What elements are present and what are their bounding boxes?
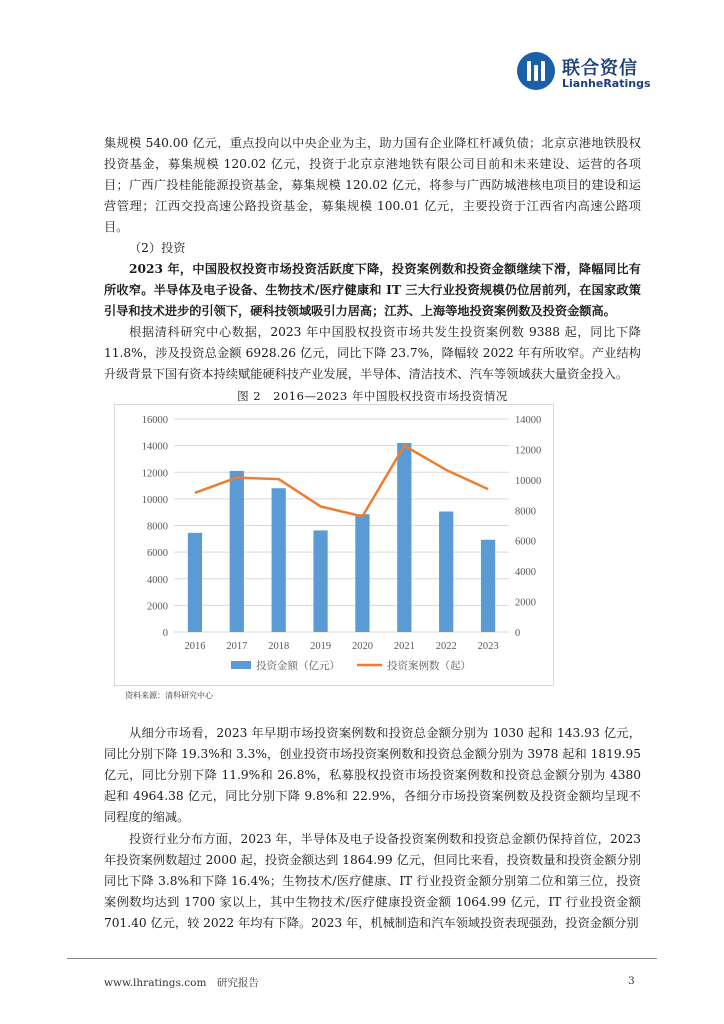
x-tick-label: 2020 bbox=[351, 641, 373, 652]
y-left-tick-label: 8000 bbox=[147, 521, 168, 533]
company-logo bbox=[517, 50, 657, 94]
y-left-tick-label: 2000 bbox=[147, 601, 168, 613]
bar-2017 bbox=[230, 471, 244, 632]
y-right-tick-label: 6000 bbox=[515, 536, 536, 548]
page-number: 3 bbox=[628, 975, 635, 987]
figure-title: 图 2 2016—2023 年中国股权投资市场投资情况 bbox=[237, 389, 508, 403]
figure-source: 资料来源：清科研究中心 bbox=[125, 691, 213, 700]
paragraph-fund-list: 集规模 540.00 亿元，重点投向以中央企业为主，助力国有企业降杠杆减负债；北京京港地铁股权投资基金，募集规模 120.02 亿元，投资于北京京港地铁有限公司目前和未来建设、运营的各项目；广西广投桂能能源投资基金，募集规模 120.02 亿元，将参与广西防城港核电项目的建设和运营管理；江西交投高速公路投资基金，募集规模 100.01 亿元，主要投资于江西省内高速公路项目。 bbox=[104, 136, 641, 235]
footer-site: www.lhratings.com 研究报告 bbox=[104, 977, 259, 989]
y-right-tick-label: 2000 bbox=[515, 597, 536, 609]
y-right-tick-label: 14000 bbox=[515, 415, 542, 426]
y-left-tick-label: 4000 bbox=[147, 574, 168, 586]
y-left-tick-label: 14000 bbox=[141, 441, 168, 453]
bar-2019 bbox=[313, 530, 327, 632]
x-tick-label: 2019 bbox=[310, 641, 332, 652]
y-left-tick-label: 0 bbox=[162, 628, 168, 639]
y-left-tick-label: 16000 bbox=[141, 415, 168, 426]
bar-2023 bbox=[481, 540, 495, 632]
x-tick-label: 2023 bbox=[477, 641, 499, 652]
logo-name-cn: 联合资信 bbox=[562, 58, 638, 79]
bar-2021 bbox=[397, 443, 411, 632]
x-tick-label: 2016 bbox=[184, 641, 206, 652]
legend-swatch-amount bbox=[231, 661, 251, 669]
y-left-tick-label: 10000 bbox=[141, 494, 168, 506]
paragraph-market-data: 根据清科研究中心数据，2023 年中国股权投资市场共发生投资案例数 9388 起，同比下降 11.8%，涉及投资总金额 6928.26 亿元，同比下降 23.7%，降幅较 2022 年有所收窄。产业结构升级背景下国有资本持续赋能硬科技产业发展，半导体、清洁技术、汽车等领域获大量资金投入。 bbox=[104, 325, 641, 382]
x-tick-label: 2021 bbox=[393, 641, 415, 652]
x-tick-label: 2017 bbox=[226, 641, 248, 652]
x-tick-label: 2022 bbox=[435, 641, 457, 652]
bar-2018 bbox=[272, 488, 286, 632]
y-right-tick-label: 12000 bbox=[515, 445, 542, 457]
logo-name-en: LianheRatings bbox=[562, 77, 651, 90]
bar-2022 bbox=[439, 512, 453, 632]
logo-mark-icon bbox=[517, 52, 555, 90]
y-right-tick-label: 8000 bbox=[515, 506, 536, 518]
y-left-tick-label: 12000 bbox=[141, 468, 168, 480]
paragraph-segments: 从细分市场看，2023 年早期市场投资案例数和投资总金额分别为 1030 起和 143.93 亿元，同比分别下降 19.3%和 3.3%，创业投资市场投资案例数和投资总金额分别为 3978 起和 1819.95 亿元，同比分别下降 11.9%和 26.8%，私募股权投资市场投资案例数和投资总金额分别为 4380 起和 4964.38 亿元，同比分别下降 9.8%和 22.9%，各细分市场投资案例数及投资金额均呈现不同程度的缩减。 bbox=[104, 726, 641, 825]
paragraph-industries: 投资行业分布方面，2023 年，半导体及电子设备投资案例数和投资总金额仍保持首位，2023 年投资案例数超过 2000 起，投资金额达到 1864.99 亿元，但同比来看，投资数量和投资金额分别同比下降 3.8%和下降 16.4%；生物技术/医疗健康、IT 行业投资金额分别第二位和第三位，投资案例数均达到 1700 家以上，其中生物技术/医疗健康投资金额 1064.99 亿元，IT 行业投资金额 701.40 亿元，较 2022 年均有下降。2023 年，机械制造和汽车领域投资表现强劲，投资金额分别 bbox=[104, 832, 641, 931]
legend-label-amount: 投资金额（亿元） bbox=[256, 661, 340, 672]
investment-chart bbox=[114, 404, 554, 686]
x-tick-label: 2018 bbox=[268, 641, 290, 652]
bar-2016 bbox=[188, 533, 202, 632]
legend-label-cases: 投资案例数（起） bbox=[387, 661, 471, 672]
y-right-tick-label: 4000 bbox=[515, 567, 536, 579]
y-left-tick-label: 6000 bbox=[147, 548, 168, 560]
section-heading-investment: （2）投资 bbox=[129, 241, 186, 255]
paragraph-summary: 2023 年，中国股权投资市场投资活跃度下降，投资案例数和投资金额继续下滑，降幅同比有所收窄。半导体及电子设备、生物技术/医疗健康和 IT 三大行业投资规模仍位居前列，在国家政策引导和技术进步的引领下，硬科技领域吸引力居高；江苏、上海等地投资案例数及投资金额高。 bbox=[104, 262, 641, 319]
bar-2020 bbox=[355, 514, 369, 632]
y-right-tick-label: 0 bbox=[515, 628, 521, 639]
y-right-tick-label: 10000 bbox=[515, 475, 542, 487]
footer-divider bbox=[67, 958, 657, 959]
